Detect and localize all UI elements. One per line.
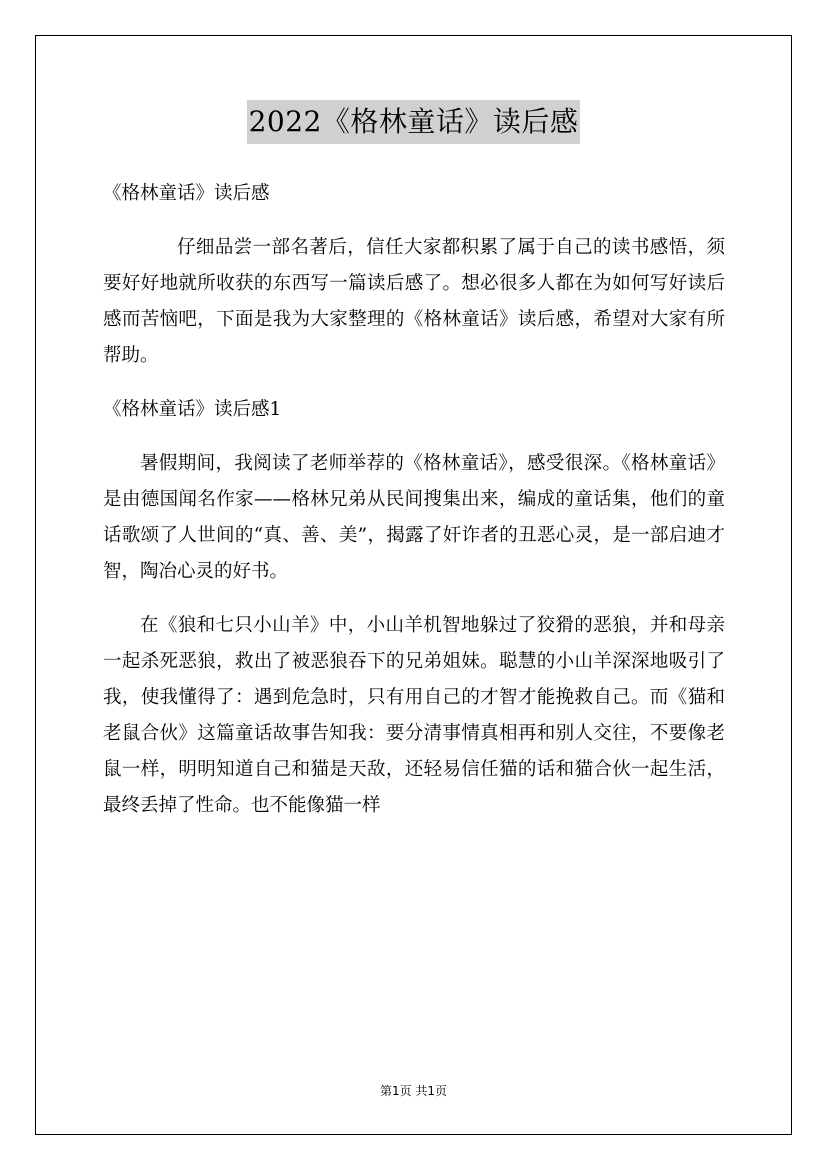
section-heading-1: 《格林童话》读后感1 [103, 399, 282, 420]
title-container [0, 100, 827, 144]
document-body [103, 176, 725, 842]
document-subtitle: 《格林童话》读后感 [103, 183, 270, 204]
page-footer: 第1页 共1页 [379, 1084, 448, 1098]
body-paragraph-1: 暑假期间，我阅读了老师举荐的《格林童话》，感受很深。《格林童话》是由德国闻名作家——格林兄弟从民间搜集出来，编成的童话集，他们的童话歌颂了人世间的“真、善、美”，揭露了奸诈者的丑恶心灵，是一部启迪才智，陶冶心灵的好书。 [103, 453, 725, 582]
intro-paragraph: 仔细品尝一部名著后，信任大家都积累了属于自己的读书感悟，须要好好地就所收获的东西写一篇读后感了。想必很多人都在为如何写好读后感而苦恼吧，下面是我为大家整理的《格林童话》读后感，希望对大家有所帮助。 [103, 237, 725, 366]
document-title: 2022《格林童话》读后感 [247, 100, 581, 144]
body-paragraph-2: 在《狼和七只小山羊》中，小山羊机智地躲过了狡猾的恶狼，并和母亲一起杀死恶狼，救出了被恶狼吞下的兄弟姐妹。聪慧的小山羊深深地吸引了我，使我懂得了：遇到危急时，只有用自己的才智才能挽救自己。而《猫和老鼠合伙》这篇童话故事告知我：要分清事情真相再和别人交往，不要像老鼠一样，明明知道自己和猫是天敌，还轻易信任猫的话和猫合伙一起生活，最终丢掉了性命。也不能像猫一样 [103, 615, 725, 816]
